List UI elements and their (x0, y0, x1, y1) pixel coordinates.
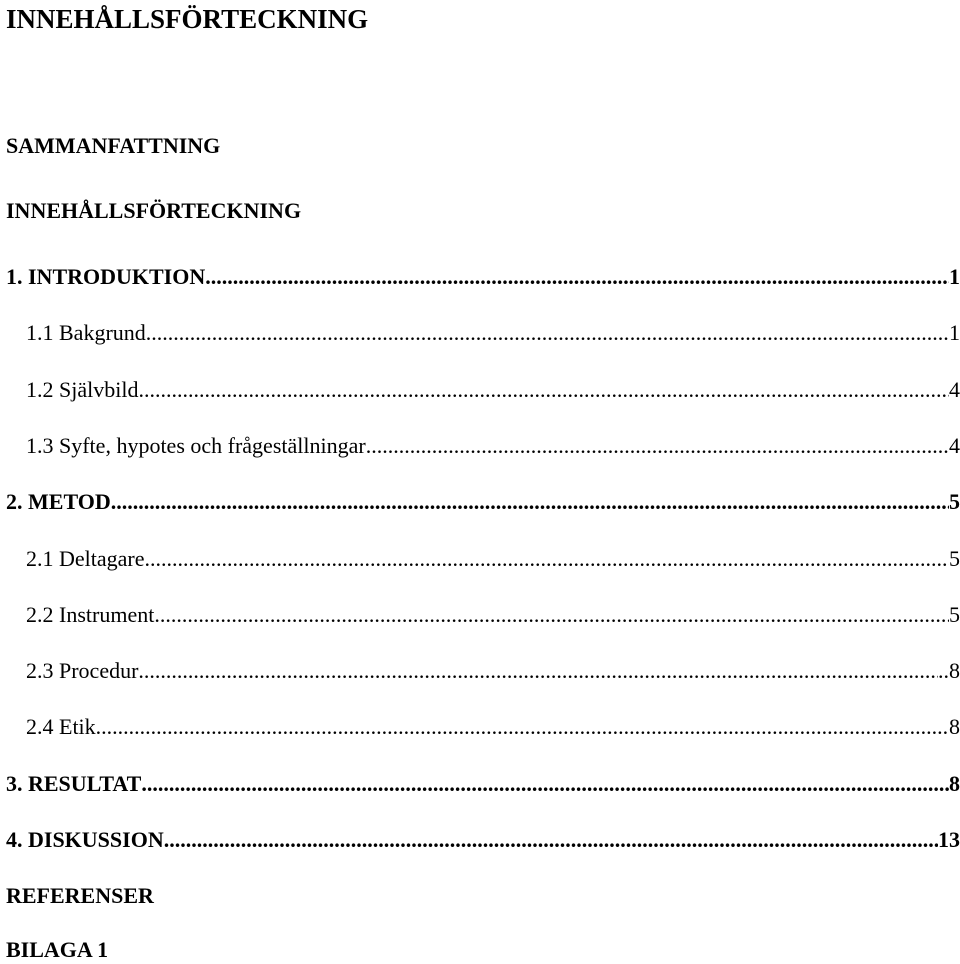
toc-dot-leader (154, 601, 949, 629)
toc-dot-leader (138, 376, 949, 404)
toc-entry-page: 1 (949, 264, 960, 289)
toc-entry-label: 1.3 Syfte, hypotes och frågeställningar (26, 433, 366, 458)
toc-dot-leader (145, 545, 950, 573)
toc-dot-leader (164, 826, 938, 854)
toc-entry-label: 3. RESULTAT (6, 771, 142, 796)
toc-entry-resultat (6, 770, 960, 798)
toc-entry-label: 1.2 Självbild (26, 377, 139, 402)
toc-entry-page: 8 (949, 714, 960, 739)
toc-entry-page: 13 (938, 827, 960, 852)
toc-dot-leader (366, 432, 949, 460)
heading-references: REFERENSER (6, 883, 154, 908)
toc-entry-procedur (26, 657, 960, 685)
toc-entry-page: ..8 (938, 658, 960, 683)
toc-entry-sjalvbild (26, 376, 960, 404)
toc-entry-label: 2. METOD (6, 489, 111, 514)
toc-entry-instrument (26, 601, 960, 629)
toc-entry-page: 5 (949, 602, 960, 627)
toc-entry-page: 5 (949, 489, 960, 514)
heading-summary: SAMMANFATTNING (6, 133, 221, 158)
toc-entry-page: 8 (949, 771, 960, 796)
toc-entry-deltagare (26, 545, 960, 573)
toc-dot-leader (138, 657, 938, 685)
toc-dot-leader (111, 488, 949, 516)
toc-entry-label: 2.1 Deltagare (26, 546, 145, 571)
toc-entry-page: 1 (949, 320, 960, 345)
toc-entry-label: 4. DISKUSSION (6, 827, 164, 852)
toc-entry-page: 5 (949, 546, 960, 571)
toc-entry-page: 4 (949, 377, 960, 402)
toc-entry-metod (6, 488, 960, 516)
heading-contents: INNEHÅLLSFÖRTECKNING (6, 198, 302, 223)
heading-appendix: BILAGA 1 (6, 937, 109, 962)
toc-entry-page: 4 (949, 433, 960, 458)
document-title: INNEHÅLLSFÖRTECKNING (6, 4, 369, 34)
toc-entry-label: 2.2 Instrument (26, 602, 155, 627)
toc-entry-label: 2.3 Procedur (26, 658, 139, 683)
toc-dot-leader (96, 713, 949, 741)
toc-entry-syfte (26, 432, 960, 460)
toc-dot-leader (205, 263, 949, 291)
toc-entry-bakgrund (26, 319, 960, 347)
toc-entry-label: 2.4 Etik (26, 714, 96, 739)
toc-entry-etik (26, 713, 960, 741)
toc-entry-label: 1. INTRODUKTION (6, 264, 206, 289)
toc-entry-label: 1.1 Bakgrund (26, 320, 146, 345)
toc-entry-introduktion (6, 263, 960, 291)
toc-entry-diskussion (6, 826, 960, 854)
toc-dot-leader (146, 319, 949, 347)
toc-dot-leader (141, 770, 949, 798)
